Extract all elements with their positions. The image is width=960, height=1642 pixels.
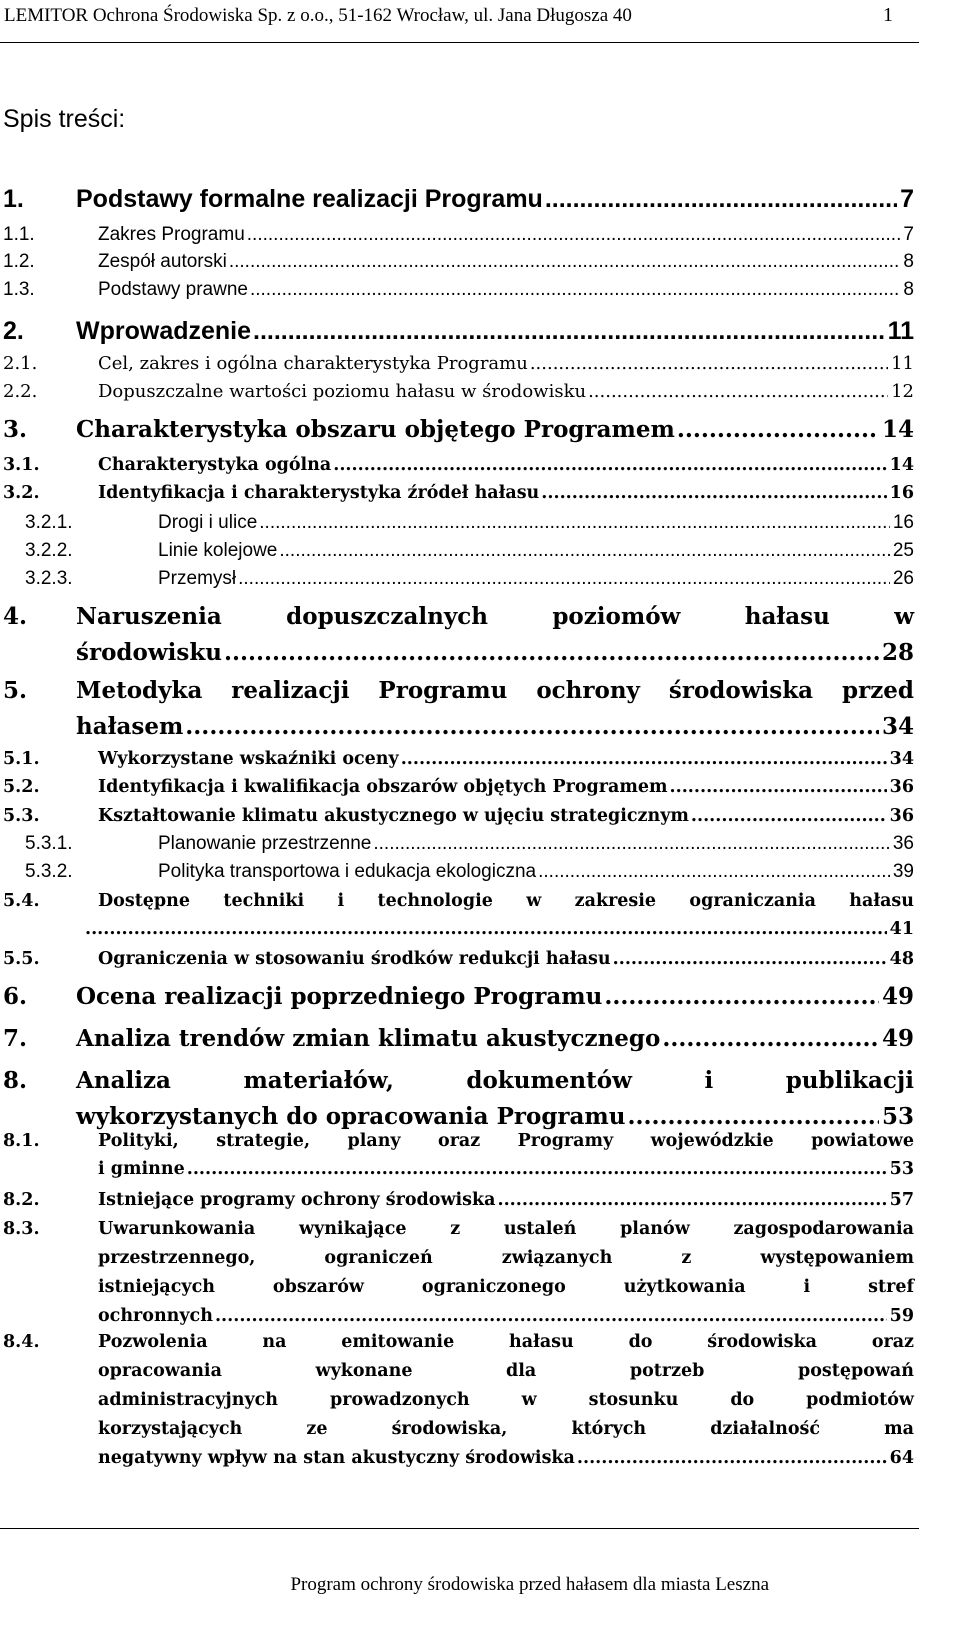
dot-leader <box>187 1155 887 1183</box>
toc-entry-number: 1.2. <box>3 251 35 272</box>
toc-entry[interactable] <box>0 887 960 943</box>
toc-entry-page: 8 <box>903 279 914 300</box>
page-footer <box>0 1528 919 1642</box>
toc-entry-page: 49 <box>881 983 914 1010</box>
header-text: LEMITOR Ochrona Środowiska Sp. z o.o., 51-162 Wrocław, ul. Jana Długosza 40 <box>4 5 632 26</box>
toc-entry-page: 39 <box>892 861 914 882</box>
toc-entry-page: 36 <box>892 833 914 854</box>
toc-entry[interactable] <box>0 802 960 830</box>
toc-entry-number: 3.2.1. <box>25 512 73 533</box>
toc-entry-number: 5.2. <box>3 777 40 797</box>
toc-entry-page: 7 <box>903 224 914 245</box>
toc-entry[interactable] <box>0 858 960 886</box>
toc-entry-number: 3.2.3. <box>25 568 73 589</box>
toc-entry[interactable] <box>0 276 960 304</box>
toc-entry-page: 34 <box>881 713 914 740</box>
toc-entry-page: 14 <box>889 455 914 475</box>
toc-entry-page: 12 <box>891 381 914 402</box>
toc-entry-page: 28 <box>881 639 914 666</box>
toc-entry-page: 48 <box>889 949 914 969</box>
toc-entry-title: Istniejące programy ochrony środowiska <box>98 1190 496 1210</box>
dot-leader <box>677 413 879 447</box>
toc-entry[interactable] <box>0 745 960 773</box>
toc-entry-title: Analiza materiałów, dokumentów i publikacji <box>76 1067 914 1094</box>
dot-leader <box>250 276 900 304</box>
toc-entry-title: Polityki, strategie, plany oraz Programy wojewódzkie powiatowe <box>98 1131 914 1151</box>
toc-entry-number: 2.2. <box>3 381 38 402</box>
toc-entry-title: Podstawy prawne <box>98 279 248 300</box>
toc-entry-number: 4. <box>3 603 28 630</box>
toc-entry[interactable] <box>0 980 960 1014</box>
toc-entry-title: Analiza trendów zmian klimatu akustycznego <box>76 1025 661 1052</box>
toc-entry[interactable] <box>0 565 960 593</box>
toc-entry-page: 14 <box>881 416 914 443</box>
dot-leader <box>691 802 887 830</box>
toc-entry-title: ochronnych <box>98 1306 213 1326</box>
toc-entry-page: 41 <box>889 919 914 939</box>
toc-entry-page: 11 <box>887 317 914 345</box>
toc-entry-page: 8 <box>903 251 914 272</box>
toc-entry[interactable] <box>0 1186 960 1214</box>
toc-entry-page: 11 <box>891 353 914 374</box>
toc-entry-number: 5.3.2. <box>25 861 73 882</box>
toc-entry[interactable] <box>0 1022 960 1056</box>
toc-entry-title: Planowanie przestrzenne <box>158 833 372 854</box>
toc-entry-page: 26 <box>892 568 914 589</box>
toc-entry-title: Dostępne techniki i technologie w zakresie ograniczania hałasu <box>98 891 914 911</box>
toc-entry-title: środowisku <box>76 639 222 666</box>
toc-entry-title: Przemysł <box>158 568 237 589</box>
toc-entry[interactable] <box>0 1328 960 1473</box>
toc-entry[interactable] <box>0 221 960 249</box>
toc-entry-title: Ograniczenia w stosowaniu środków redukcji hałasu <box>98 949 611 969</box>
toc-entry-number: 5.5. <box>3 949 40 969</box>
toc-entry-title: Ocena realizacji poprzedniego Programu <box>76 983 603 1010</box>
toc-entry-title: przestrzennego, ograniczeń związanych z występowaniem <box>98 1248 914 1268</box>
toc-entry[interactable] <box>0 599 960 671</box>
dot-leader <box>538 858 890 886</box>
toc-entry[interactable] <box>0 413 960 447</box>
dot-leader <box>185 709 879 745</box>
toc-entry-page: 34 <box>889 749 914 769</box>
toc-entry-title: Wykorzystane wskaźniki oceny <box>98 749 399 769</box>
toc-entry[interactable] <box>0 1063 960 1135</box>
toc-entry-page: 25 <box>892 540 914 561</box>
toc-entry-title: Kształtowanie klimatu akustycznego w ujęciu strategicznym <box>98 806 689 826</box>
toc-entry[interactable] <box>0 313 960 349</box>
toc-entry-number: 8. <box>3 1067 28 1094</box>
toc-entry-number: 1.3. <box>3 279 35 300</box>
toc-entry[interactable] <box>0 830 960 858</box>
toc-entry-number: 8.4. <box>3 1332 40 1352</box>
dot-leader <box>545 181 897 217</box>
dot-leader <box>604 980 879 1014</box>
toc-entry-page: 57 <box>889 1190 914 1210</box>
toc-entry-number: 7. <box>3 1025 28 1052</box>
dot-leader <box>613 945 887 973</box>
dot-leader <box>247 221 901 249</box>
toc-entry[interactable] <box>0 1127 960 1183</box>
toc-entry-number: 8.2. <box>3 1190 40 1210</box>
page-number: 1 <box>883 4 893 26</box>
dot-leader <box>662 1022 879 1056</box>
toc-entry-title: Wprowadzenie <box>76 317 252 345</box>
toc-entry-page: 36 <box>889 806 914 826</box>
toc-entry[interactable] <box>0 181 960 217</box>
toc-entry-title: Uwarunkowania wynikające z ustaleń planów zagospodarowania <box>98 1219 914 1239</box>
toc-entry-title: Metodyka realizacji Programu ochrony środowiska przed <box>76 677 914 704</box>
toc-entry-title: Podstawy formalne realizacji Programu <box>76 185 543 213</box>
toc-entry-title: i gminne <box>98 1159 185 1179</box>
toc-title: Spis treści: <box>3 105 126 133</box>
toc-entry-title: Zakres Programu <box>98 224 245 245</box>
toc-entry-page: 16 <box>892 512 914 533</box>
toc-entry-page: 16 <box>889 483 914 503</box>
dot-leader <box>279 537 890 565</box>
toc-entry-page: 7 <box>900 185 914 213</box>
toc-entry-title: Dopuszczalne wartości poziomu hałasu w środowisku <box>98 381 587 402</box>
dot-leader <box>259 509 890 537</box>
toc-entry-title: Naruszenia dopuszczalnych poziomów hałasu w <box>76 603 914 630</box>
toc-entry-page: 59 <box>889 1306 914 1326</box>
toc-entry[interactable] <box>0 509 960 537</box>
toc-entry-title: negatywny wpływ na stan akustyczny środowiska <box>98 1448 575 1468</box>
toc-entry-number: 5.3.1. <box>25 833 73 854</box>
dot-leader <box>541 479 886 507</box>
toc-entry-number: 1. <box>3 185 24 213</box>
toc-entry[interactable] <box>0 248 960 276</box>
dot-leader <box>253 313 885 349</box>
toc-entry-number: 5.1. <box>3 749 40 769</box>
dot-leader <box>215 1302 887 1331</box>
toc-entry[interactable] <box>0 945 960 973</box>
toc-entry[interactable] <box>0 451 960 479</box>
dot-leader <box>670 773 887 801</box>
toc-entry-number: 8.3. <box>3 1219 40 1239</box>
toc-entry-title: hałasem <box>76 713 184 740</box>
toc-entry-number: 2. <box>3 317 24 345</box>
toc-entry[interactable] <box>0 350 960 378</box>
toc-entry-title: Linie kolejowe <box>158 540 278 561</box>
dot-leader <box>85 915 887 943</box>
dot-leader <box>498 1186 887 1214</box>
toc-entry-number: 8.1. <box>3 1131 40 1151</box>
dot-leader <box>238 565 890 593</box>
toc-entry-title: Polityka transportowa i edukacja ekologiczna <box>158 861 537 882</box>
toc-entry[interactable] <box>0 773 960 801</box>
toc-entry-number: 3.1. <box>3 455 40 475</box>
toc-entry[interactable] <box>0 479 960 507</box>
toc-entry-number: 3. <box>3 416 28 443</box>
dot-leader <box>224 635 879 671</box>
dot-leader <box>333 451 886 479</box>
toc-entry-number: 5.3. <box>3 806 40 826</box>
toc-entry-title: korzystających ze środowiska, których działalność ma <box>98 1419 914 1439</box>
toc-entry-page: 53 <box>881 1103 914 1130</box>
toc-entry-title: Cel, zakres i ogólna charakterystyka Programu <box>98 353 528 374</box>
toc-entry-number: 1.1. <box>3 224 35 245</box>
toc-entry-title: Identyfikacja i charakterystyka źródeł hałasu <box>98 483 540 503</box>
toc-entry-title: Pozwolenia na emitowanie hałasu do środowiska oraz <box>98 1332 914 1352</box>
toc-entry-number: 5. <box>3 677 28 704</box>
toc-entry-title: Drogi i ulice <box>158 512 258 533</box>
toc-entry-number: 2.1. <box>3 353 38 374</box>
dot-leader <box>373 830 890 858</box>
toc-entry[interactable] <box>0 378 960 406</box>
toc-entry[interactable] <box>0 673 960 745</box>
toc-entry[interactable] <box>0 537 960 565</box>
toc-entry-page: 64 <box>889 1448 914 1468</box>
toc-entry-number: 3.2. <box>3 483 40 503</box>
dot-leader <box>588 378 888 406</box>
toc-entry-title: Zespół autorski <box>98 251 227 272</box>
toc-entry[interactable] <box>0 1215 960 1331</box>
dot-leader <box>530 350 888 378</box>
dot-leader <box>229 248 901 276</box>
toc-entry-title: opracowania wykonane dla potrzeb postępowań <box>98 1361 914 1381</box>
toc-entry-number: 3.2.2. <box>25 540 73 561</box>
dot-leader <box>577 1444 887 1473</box>
toc-entry-title: wykorzystanych do opracowania Programu <box>76 1103 626 1130</box>
toc-entry-title: istniejących obszarów ograniczonego użytkowania i stref <box>98 1277 914 1297</box>
page-header <box>0 0 919 43</box>
toc-entry-number: 6. <box>3 983 28 1010</box>
dot-leader <box>401 745 887 773</box>
toc-entry-title: Identyfikacja i kwalifikacja obszarów objętych Programem <box>98 777 668 797</box>
toc-entry-title: Charakterystyka ogólna <box>98 455 332 475</box>
toc-entry-title: Charakterystyka obszaru objętego Programem <box>76 416 675 443</box>
toc-entry-title: administracyjnych prowadzonych w stosunku do podmiotów <box>98 1390 914 1410</box>
toc-entry-page: 49 <box>881 1025 914 1052</box>
toc-entry-number: 5.4. <box>3 891 40 911</box>
toc-entry-page: 36 <box>889 777 914 797</box>
footer-text: Program ochrony środowiska przed hałasem dla miasta Leszna <box>290 1574 769 1595</box>
toc-entry-page: 53 <box>889 1159 914 1179</box>
